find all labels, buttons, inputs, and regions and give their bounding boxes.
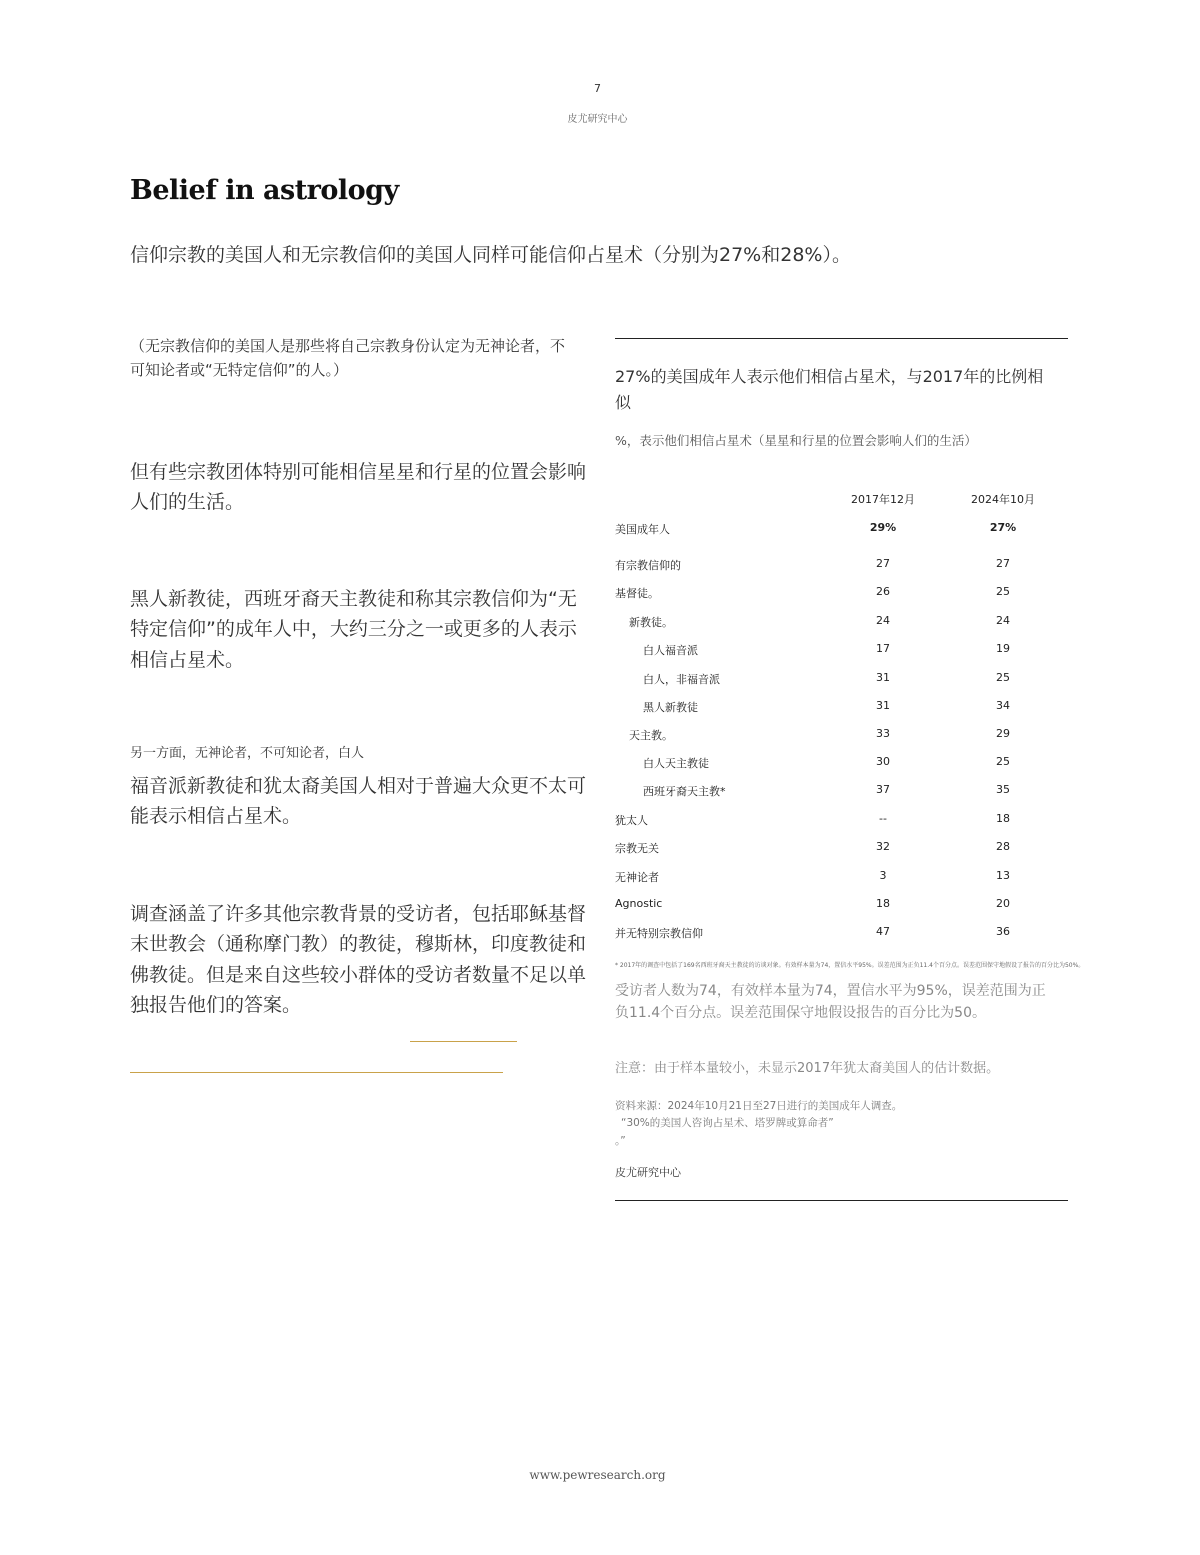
table-row-label: 宗教无关 (615, 842, 659, 855)
table-row-label: 犹太人 (615, 814, 648, 827)
gold-divider-short (410, 1041, 517, 1042)
table-cell-2024: 25 (996, 755, 1010, 768)
table-cell-2024: 27% (989, 521, 1017, 534)
gold-divider-long (130, 1072, 503, 1073)
paragraph-on-the-other-hand: 另一方面，无神论者，不可知论者，白人 (130, 746, 365, 761)
table-cell-2017: 26 (876, 585, 890, 598)
table-cell-2024: 35 (996, 783, 1010, 796)
table-cell-2017: 32 (876, 840, 890, 853)
table-cell-2024: 29 (996, 727, 1010, 740)
table-row-label: 白人，非福音派 (643, 673, 720, 686)
chart-subtitle: %，表示他们相信占星术（星星和行星的位置会影响人们的生活） (615, 433, 977, 448)
table-row-label: 美国成年人 (615, 523, 670, 536)
footnote-hispanic-catholic: * 2017年的调查中包括了169名西班牙裔天主教徒的访谈对象。有效样本量为74，置信水平95%。误差范围为正负11.4个百分点。误差范围保守地假设了报告的百分比为50%。 (615, 962, 1085, 969)
column-header-2024: 2024年10月 (971, 493, 1035, 506)
table-cell-2017: 33 (876, 727, 890, 740)
source-quote-end: 。” (615, 1134, 626, 1147)
table-cell-2017: 31 (876, 699, 890, 712)
table-row-label: 新教徒。 (629, 616, 673, 629)
chart-bottom-rule (615, 1200, 1068, 1201)
table-row-label: 白人福音派 (643, 644, 698, 657)
table-cell-2017: -- (879, 812, 887, 825)
table-row-label: 西班牙裔天主教* (643, 785, 726, 798)
paragraph-groups: 但有些宗教团体特别可能相信星星和行星的位置会影响人们的生活。 (130, 461, 587, 514)
source-quote: “30%的美国人咨询占星术、塔罗牌或算命者” (621, 1117, 834, 1130)
paragraph-less-likely: 福音派新教徒和犹太裔美国人相对于普遍大众更不太可能表示相信占星术。 (130, 775, 587, 828)
table-cell-2024: 36 (996, 925, 1010, 938)
table-row-label: 白人天主教徒 (643, 757, 709, 770)
table-cell-2017: 47 (876, 925, 890, 938)
table-cell-2017: 37 (876, 783, 890, 796)
table-row-label: Agnostic (615, 897, 663, 910)
footnote-source (615, 1098, 1055, 1150)
section-title: Belief in astrology (130, 175, 399, 206)
table-cell-2024: 19 (996, 642, 1010, 655)
table-cell-2017: 3 (879, 869, 887, 882)
table-row-label: 天主教。 (629, 729, 673, 742)
table-cell-2024: 18 (996, 812, 1010, 825)
table-row-label: 无神论者 (615, 871, 659, 884)
table-cell-2024: 28 (996, 840, 1010, 853)
table-cell-2017: 30 (876, 755, 890, 768)
footnote-sample-size: 受访者人数为74，有效样本量为74，置信水平为95%，误差范围为正负11.4个百分点。误差范围保守地假设报告的百分比为50。 (615, 983, 1046, 1022)
table-cell-2024: 34 (996, 699, 1010, 712)
paragraph-other-religions: 调查涵盖了许多其他宗教背景的受访者，包括耶稣基督末世教会（通称摩门教）的教徒，穆斯林，印度教徒和佛教徒。但是来自这些较小群体的受访者数量不足以单独报告他们的答案。 (130, 903, 587, 1017)
lead-paragraph: 信仰宗教的美国人和无宗教信仰的美国人同样可能信仰占星术（分别为27%和28%）。 (130, 244, 851, 266)
column-header-2017: 2017年12月 (851, 493, 915, 506)
header-org-name: 皮尤研究中心 (567, 114, 628, 125)
table-cell-2024: 25 (996, 671, 1010, 684)
table-row-label: 黑人新教徒 (643, 701, 698, 714)
table-cell-2024: 27 (996, 557, 1010, 570)
table-cell-2017: 29% (869, 521, 897, 534)
table-row-label: 并无特别宗教信仰 (615, 927, 703, 940)
table-cell-2024: 25 (996, 585, 1010, 598)
paragraph-definition: （无宗教信仰的美国人是那些将自己宗教身份认定为无神论者，不可知论者或“无特定信仰”的人。） (130, 337, 566, 379)
footer-url[interactable]: www.pewresearch.org (529, 1468, 666, 1482)
source-line: 资料来源：2024年10月21日至27日进行的美国成年人调查。 (615, 1100, 903, 1112)
table-cell-2017: 18 (876, 897, 890, 910)
table-row-label: 有宗教信仰的 (615, 559, 681, 572)
table-cell-2024: 20 (996, 897, 1010, 910)
table-cell-2017: 17 (876, 642, 890, 655)
table-cell-2017: 31 (876, 671, 890, 684)
table-cell-2024: 24 (996, 614, 1010, 627)
table-cell-2017: 24 (876, 614, 890, 627)
chart-title: 27%的美国成年人表示他们相信占星术，与2017年的比例相似 (615, 367, 1044, 412)
chart-top-rule (615, 338, 1068, 339)
chart-org-credit: 皮尤研究中心 (615, 1166, 681, 1179)
paragraph-black-protestants: 黑人新教徒，西班牙裔天主教徒和称其宗教信仰为“无特定信仰”的成年人中，大约三分之一或更多的人表示相信占星术。 (130, 588, 577, 671)
page-number: 7 (594, 82, 601, 95)
table-cell-2017: 27 (876, 557, 890, 570)
table-row-label: 基督徒。 (615, 587, 659, 600)
footnote-note: 注意：由于样本量较小，未显示2017年犹太裔美国人的估计数据。 (615, 1061, 1000, 1076)
table-cell-2024: 13 (996, 869, 1010, 882)
